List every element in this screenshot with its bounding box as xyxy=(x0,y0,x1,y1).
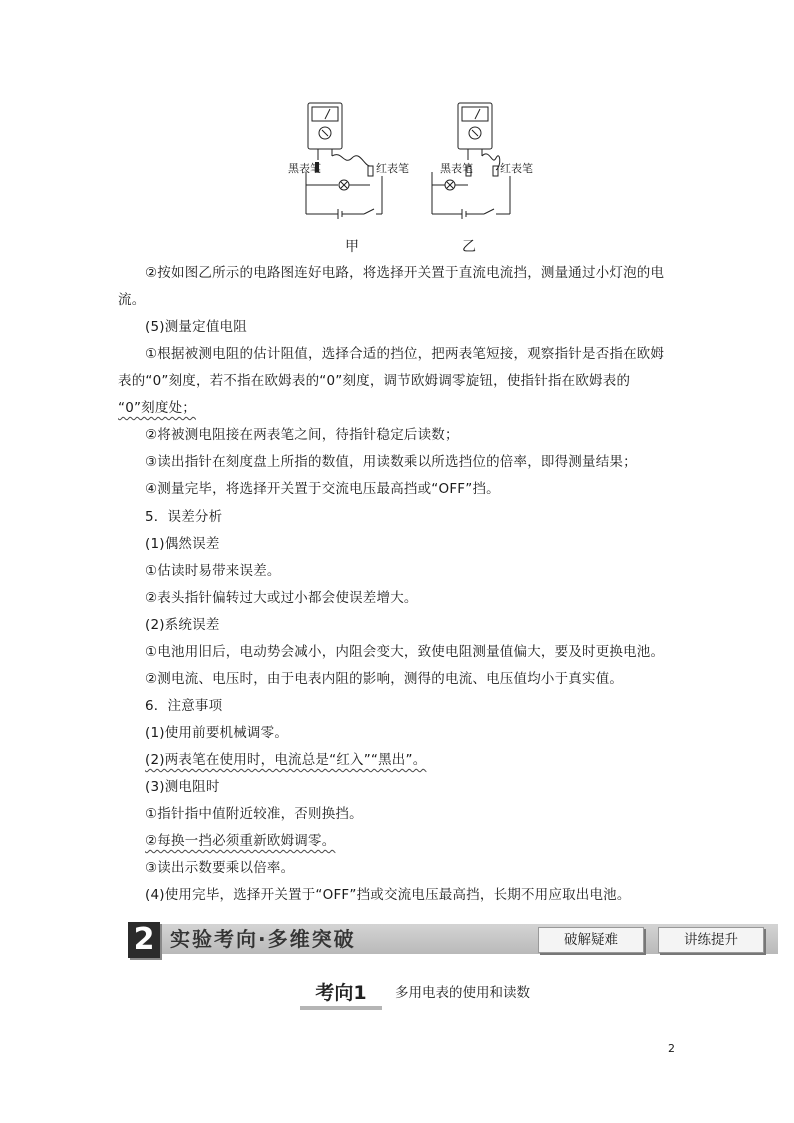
multimeter-body-jia xyxy=(308,103,342,149)
text-line: (4)使用完毕，选择开关置于“OFF”挡或交流电压最高挡，长期不用应取出电池。 xyxy=(145,887,631,903)
text-line: ②按如图乙所示的电路图连好电路，将选择开关置于直流电流挡，测量通过小灯泡的电 xyxy=(145,265,665,281)
text-line-emphasized: “0”刻度处； xyxy=(118,400,196,416)
subheading-random-error: (1)偶然误差 xyxy=(145,536,220,552)
text-line: ②表头指针偏转过大或过小都会使误差增大。 xyxy=(145,590,418,606)
figure-caption-jia: 甲 xyxy=(345,239,359,255)
subheading-systematic-error: (2)系统误差 xyxy=(145,617,220,633)
page-number: 2 xyxy=(668,1042,675,1055)
tab-practice-improve[interactable]: 讲练提升 xyxy=(658,927,764,953)
section-header xyxy=(118,922,778,962)
red-probe-label-jia: 红表笔 xyxy=(376,162,409,175)
text-line-emphasized: ②每换一挡必须重新欧姆调零。 xyxy=(145,833,336,849)
figure-caption-yi: 乙 xyxy=(462,239,476,255)
topic-label: 考向1 xyxy=(300,980,382,1010)
tab-resolve-difficulties[interactable]: 破解疑难 xyxy=(538,927,644,953)
text-line: ②测电流、电压时，由于电表内阻的影响，测得的电流、电压值均小于真实值。 xyxy=(145,671,624,687)
text-line: (3)测电阻时 xyxy=(145,779,220,795)
section-number-badge: 2 xyxy=(128,922,160,958)
circuit-figure xyxy=(280,100,550,255)
text-line-emphasized: (2)两表笔在使用时，电流总是“红入”“黑出”。 xyxy=(145,752,427,768)
black-probe-label-yi: 黑表笔 xyxy=(440,162,473,175)
text-line: 表的“0”刻度，若不指在欧姆表的“0”刻度，调节欧姆调零旋钮，使指针指在欧姆表的 xyxy=(118,373,631,389)
text-line: ②将被测电阻接在两表笔之间，待指针稳定后读数； xyxy=(145,427,459,443)
text-line: 流。 xyxy=(118,292,146,308)
text-line: (1)使用前要机械调零。 xyxy=(145,725,289,741)
black-probe-label-jia: 黑表笔 xyxy=(288,162,321,175)
red-probe-label-yi: 红表笔 xyxy=(500,162,533,175)
text-line: ③读出示数要乘以倍率。 xyxy=(145,860,295,876)
heading-error-analysis: 5．误差分析 xyxy=(145,509,223,525)
text-line: ④测量完毕，将选择开关置于交流电压最高挡或“OFF”挡。 xyxy=(145,481,500,497)
circuit-diagrams xyxy=(280,100,550,235)
text-line: ①估读时易带来误差。 xyxy=(145,563,281,579)
multimeter-body-yi xyxy=(458,103,492,149)
text-line: ①电池用旧后，电动势会减小，内阻会变大，致使电阻测量值偏大，要及时更换电池。 xyxy=(145,644,665,660)
text-line: ③读出指针在刻度盘上所指的数值，用读数乘以所选挡位的倍率，即得测量结果； xyxy=(145,454,637,470)
text-line: ①指针指中值附近较准，否则换挡。 xyxy=(145,806,363,822)
text-line: ①根据被测电阻的估计阻值，选择合适的挡位，把两表笔短接，观察指针是否指在欧姆 xyxy=(145,346,665,362)
subheading-measure-resistor: (5)测量定值电阻 xyxy=(145,319,247,335)
topic-text: 多用电表的使用和读数 xyxy=(395,985,530,1001)
heading-precautions: 6．注意事项 xyxy=(145,698,223,714)
section-title: 实验考向·多维突破 xyxy=(170,927,356,951)
